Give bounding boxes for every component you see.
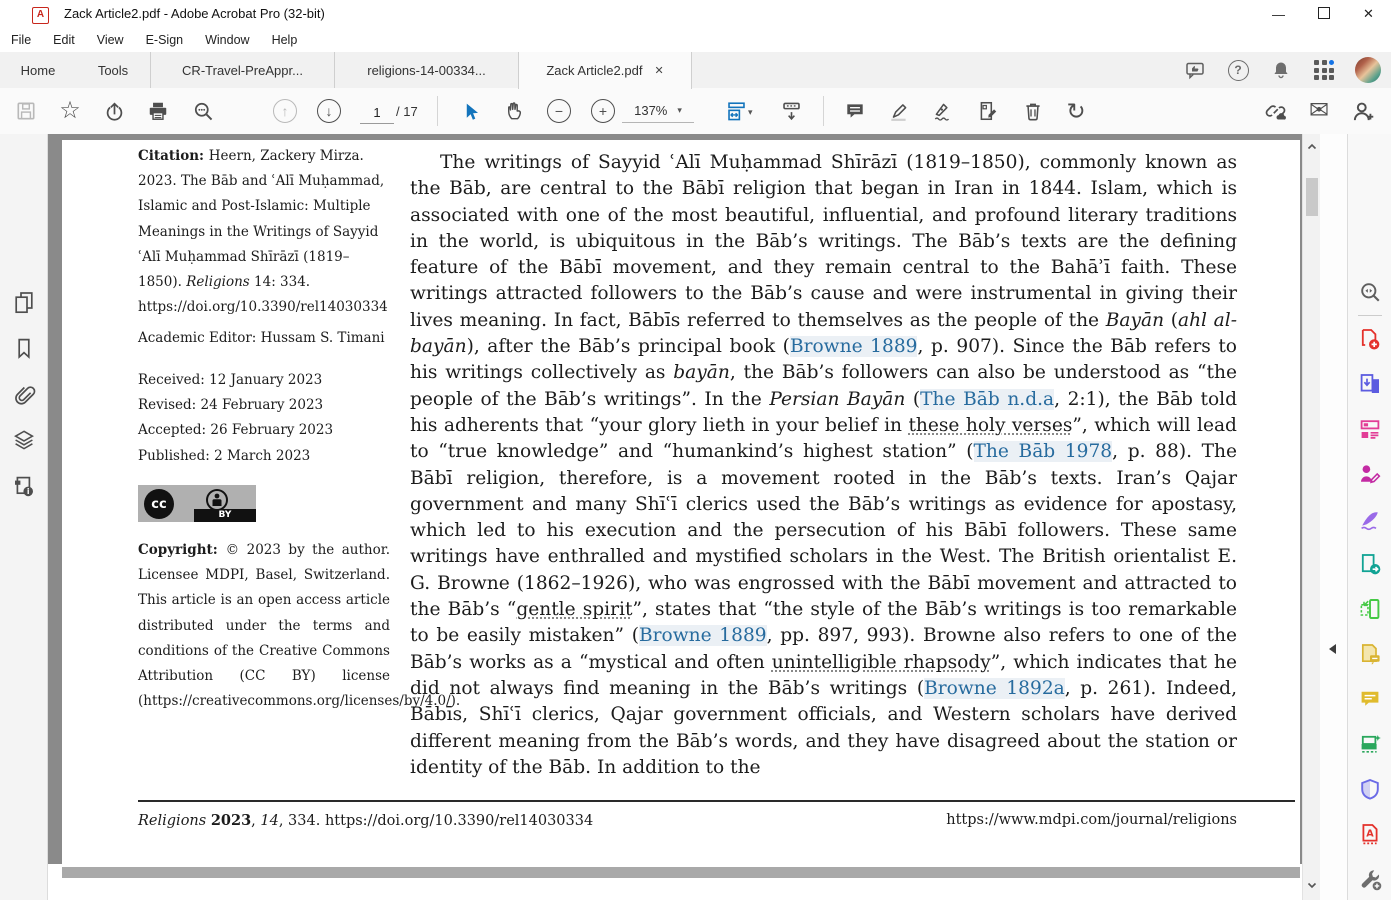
right-tools-rail bbox=[1347, 134, 1391, 900]
tab-document-active[interactable] bbox=[518, 52, 692, 89]
title-bar bbox=[0, 0, 1391, 28]
page-total-label: / 17 bbox=[396, 104, 418, 119]
text-segment: 14: 334. https://doi.org/10.3390/rel14030334 bbox=[138, 274, 388, 316]
chevron-down-icon: ▾ bbox=[677, 104, 682, 115]
scroll-up-arrow[interactable] bbox=[1307, 142, 1317, 152]
fit-width-caret-icon[interactable]: ▾ bbox=[748, 107, 753, 117]
published-date: Published: 2 March 2023 bbox=[138, 447, 311, 464]
tab-tools[interactable]: Tools bbox=[97, 62, 129, 78]
maximize-icon bbox=[1318, 7, 1330, 19]
favorites-star-icon: ☆ bbox=[59, 97, 81, 124]
text-segment: Citation: bbox=[138, 148, 209, 164]
text-segment: ”, which will lead to “true knowledge” and “humankind’s highest station” ( bbox=[410, 414, 1237, 463]
request-signatures-icon[interactable] bbox=[1358, 462, 1382, 486]
text-segment: ”, states that “the style of the Bāb’s writings is too remarkable to be easily mistaken” ( bbox=[410, 599, 1237, 647]
rotate-button[interactable] bbox=[1062, 97, 1090, 125]
menu-esign[interactable]: E-Sign bbox=[145, 33, 184, 47]
bookmarks-icon[interactable] bbox=[12, 336, 36, 360]
text-segment: , pp. 897, 993). Browne also refers to one of the Bāb’s works as a “mystical and often bbox=[410, 625, 1237, 673]
scan-ocr-icon[interactable] bbox=[1358, 732, 1382, 756]
fill-sign-button[interactable] bbox=[974, 97, 1002, 125]
app-grid-icon[interactable] bbox=[1312, 58, 1336, 82]
tab-document-2[interactable]: religions-14-00334... bbox=[334, 52, 518, 88]
left-panel-rail bbox=[0, 134, 48, 900]
accepted-date: Accepted: 26 February 2023 bbox=[138, 422, 334, 439]
main-toolbar bbox=[0, 88, 1391, 135]
svg-text:A: A bbox=[1366, 828, 1374, 840]
text-segment: Copyright: bbox=[138, 542, 226, 558]
horizontal-scrollbar[interactable] bbox=[48, 864, 1302, 900]
print-button[interactable] bbox=[144, 97, 172, 125]
revised-date: Revised: 24 February 2023 bbox=[138, 397, 324, 414]
previous-page-button[interactable] bbox=[271, 97, 299, 125]
text-segment: , 2:1), the Bāb told his adherents that “your glory lieth in your belief in bbox=[410, 388, 1237, 436]
edit-pdf-icon[interactable] bbox=[1358, 417, 1382, 441]
accessibility-tags-icon[interactable] bbox=[12, 474, 36, 498]
export-pdf-icon[interactable] bbox=[1358, 372, 1382, 396]
copyright-block bbox=[138, 538, 461, 714]
organize-pages-icon[interactable] bbox=[1358, 597, 1382, 621]
zoom-level-value: 137% bbox=[634, 102, 668, 118]
fit-width-button[interactable] bbox=[722, 97, 750, 125]
zoom-in-icon: + bbox=[598, 103, 608, 119]
svg-text:i: i bbox=[26, 486, 30, 496]
text-segment: , bbox=[251, 813, 261, 829]
active-tab-label: Zack Article2.pdf bbox=[546, 63, 643, 78]
protect-icon[interactable] bbox=[1358, 777, 1382, 801]
window-title: Zack Article2.pdf - Adobe Acrobat Pro (32-bit) bbox=[64, 6, 325, 21]
tab-document-1[interactable]: CR-Travel-PreAppr... bbox=[150, 52, 334, 88]
text-segment: ”, which indicates that he did not always find meaning in the Bāb’s writings ( bbox=[410, 651, 1238, 699]
zoom-in-button[interactable] bbox=[589, 97, 617, 125]
share-link-button[interactable] bbox=[1261, 97, 1289, 125]
sign-pen-button[interactable] bbox=[929, 97, 957, 125]
close-button[interactable]: ✕ bbox=[1363, 6, 1374, 21]
horizontal-scrollbar-thumb[interactable] bbox=[62, 867, 1300, 878]
workspace bbox=[0, 134, 1391, 900]
add-user-button[interactable] bbox=[1349, 97, 1377, 125]
comment-panel-icon[interactable] bbox=[1358, 687, 1382, 711]
page-thumbnails-icon[interactable] bbox=[12, 290, 36, 314]
acrobat-logo-icon: A bbox=[32, 7, 49, 24]
academic-editor-line: Academic Editor: Hussam S. Timani bbox=[138, 330, 385, 346]
zoom-level-dropdown[interactable] bbox=[622, 98, 694, 123]
maximize-button[interactable] bbox=[1301, 7, 1346, 22]
reference-link[interactable]: Browne 1889 bbox=[789, 336, 918, 358]
text-segment: , the Bāb’s followers can also be understood as “the people of the Bāb’s writings”. In the bbox=[410, 362, 1237, 410]
zoom-out-icon: − bbox=[554, 103, 564, 119]
menu-file[interactable]: File bbox=[11, 33, 32, 47]
text-segment: Bayān bbox=[1105, 309, 1165, 331]
text-segment: , p. 261). Indeed, Bābīs, Shīʿī clerics, Qajar government officials, and Western scholars have derived different meaning from the Bāb’s words, and they have disagreed about the station or identity of the Bāb. In addition to the bbox=[410, 677, 1237, 778]
collapse-right-panel-arrow[interactable] bbox=[1329, 644, 1336, 654]
attachments-icon[interactable] bbox=[12, 382, 36, 406]
reference-link[interactable]: Browne 1892a bbox=[924, 677, 1065, 699]
text-segment: these holy verses bbox=[908, 414, 1073, 436]
menu-window[interactable]: Window bbox=[205, 33, 250, 47]
footer-rule bbox=[138, 800, 1295, 802]
cc-by-license-badge[interactable] bbox=[138, 485, 256, 522]
more-tools-icon[interactable] bbox=[1358, 867, 1382, 891]
notifications-bell-icon[interactable] bbox=[1269, 58, 1293, 82]
text-segment: , p. 907). Since the Bāb refers to his writings collectively as bbox=[410, 336, 1237, 384]
reference-link[interactable]: The Bāb 1978 bbox=[973, 441, 1113, 463]
text-segment: The writings of Sayyid ʿAlī Muḥammad Shīrāzī (1819–1850), commonly known as the Bāb, are central to the Bābī religion that began in Iran in 1844. Islam, which is associated with one of the most beautiful, influential, and profound literary traditions in the world, is ubiquitous in the Bāb’s writings. The Bāb’s texts are the defining feature of the Bābī movement, and they remain central to the Bahāʾī faith. These writings attracted followers to the Bāb’s cause and were instrumental in giving their lives meaning. In fact, Bābīs referred to themselves as the people of the bbox=[410, 152, 1237, 331]
right-panel-gap bbox=[1320, 134, 1347, 900]
fill-and-sign-icon[interactable] bbox=[1358, 507, 1382, 531]
received-date: Received: 12 January 2023 bbox=[138, 372, 323, 388]
zoom-out-button[interactable] bbox=[545, 97, 573, 125]
minimize-button[interactable]: — bbox=[1272, 6, 1285, 22]
layers-icon[interactable] bbox=[12, 428, 36, 452]
page-number-input[interactable] bbox=[360, 101, 394, 124]
email-icon: ✉ bbox=[1308, 97, 1330, 124]
share-feedback-icon[interactable] bbox=[1183, 58, 1207, 82]
help-icon[interactable]: ? bbox=[1226, 58, 1250, 82]
document-viewport[interactable] bbox=[48, 134, 1302, 900]
text-segment: bayān bbox=[673, 362, 730, 384]
notification-dot bbox=[1329, 60, 1334, 65]
text-segment: Persian Bayān bbox=[769, 388, 906, 410]
text-segment: , p. 88). The Bābī religion, therefore, is a movement rooted in the Bāb’s texts. Iran’s Qajar government and many Shīʿī clerics used the Bāb’s writings as evidence for apostasy, which led to his execution and the persecution of his Bābī followers. These same writings have enthralled and mystified scholars in the West. The British orientalist E. G. Browne (1862–1926), who was engrossed with the Bābī movement and attracted to the Bāb’s “ bbox=[410, 441, 1237, 621]
send-pdf-icon[interactable] bbox=[1358, 552, 1382, 576]
text-segment: Religions bbox=[138, 813, 211, 829]
next-page-button[interactable] bbox=[315, 97, 343, 125]
article-body-text bbox=[410, 150, 1237, 781]
text-segment: ( bbox=[1164, 309, 1178, 331]
previous-page-icon: ↑ bbox=[281, 103, 289, 119]
reference-link[interactable]: Browne 1889 bbox=[638, 625, 767, 647]
next-page-icon: ↓ bbox=[325, 103, 333, 119]
share-upload-button[interactable] bbox=[100, 97, 128, 125]
footer-right-url: https://www.mdpi.com/journal/religions bbox=[946, 812, 1237, 828]
select-tool-button[interactable] bbox=[457, 97, 485, 125]
annotate-document-icon[interactable] bbox=[1358, 642, 1382, 666]
rotate-icon: ↻ bbox=[1066, 97, 1086, 124]
create-pdf-icon[interactable] bbox=[1358, 327, 1382, 351]
text-segment: , 334. https://doi.org/10.3390/rel14030334 bbox=[278, 813, 594, 829]
compress-pdf-icon[interactable] bbox=[1358, 822, 1382, 846]
comment-button[interactable] bbox=[841, 97, 869, 125]
hand-tool-button[interactable] bbox=[501, 97, 529, 125]
text-segment: ( bbox=[905, 388, 921, 410]
menu-help[interactable]: Help bbox=[271, 33, 298, 47]
article-dates bbox=[138, 368, 390, 469]
vertical-scrollbar-thumb[interactable] bbox=[1306, 178, 1318, 216]
menu-view[interactable]: View bbox=[96, 33, 124, 47]
tab-close-icon[interactable]: ✕ bbox=[654, 65, 664, 77]
text-segment: ), after the Bāb’s principal book ( bbox=[466, 336, 790, 358]
tab-bar bbox=[0, 52, 1391, 89]
menu-bar bbox=[0, 28, 1391, 52]
menu-edit[interactable]: Edit bbox=[53, 33, 75, 47]
text-segment: gentle spirit bbox=[516, 599, 633, 621]
text-segment: © 2023 by the author. Licensee MDPI, Basel, Switzerland. This article is an open access article distributed under the terms and conditions of the Creative Commons Attribution (CC BY) license (https://creativecommons.org/licenses/by/4.0/). bbox=[138, 542, 461, 710]
text-segment: unintelligible rhapsody bbox=[771, 651, 991, 673]
text-segment: 2023 bbox=[210, 812, 252, 829]
reference-link[interactable]: The Bāb n.d.a bbox=[920, 388, 1055, 410]
favorites-star-button[interactable] bbox=[56, 97, 84, 125]
cc-icon: cc bbox=[144, 489, 174, 519]
pdf-page bbox=[62, 140, 1300, 864]
text-segment: 14 bbox=[260, 813, 279, 829]
page-display-button[interactable] bbox=[777, 97, 805, 125]
find-text-icon[interactable] bbox=[1358, 280, 1382, 304]
tab-home[interactable]: Home bbox=[20, 62, 56, 78]
delete-pages-button[interactable] bbox=[1019, 97, 1047, 125]
search-button[interactable] bbox=[189, 97, 217, 125]
text-segment: Heern, Zackery Mirza. 2023. The Bāb and ʿAlī Muḥammad, Islamic and Post-Islamic: Multiple Meanings in the Writings of Sayyid ʿAlī Muḥammad Shīrāzī (1819–1850). bbox=[138, 148, 385, 291]
text-segment: Religions bbox=[186, 274, 250, 291]
user-avatar[interactable] bbox=[1355, 57, 1381, 83]
email-button[interactable] bbox=[1305, 97, 1333, 125]
scroll-down-arrow[interactable] bbox=[1307, 880, 1317, 890]
save-button[interactable] bbox=[12, 97, 40, 125]
cc-by-label: BY bbox=[194, 509, 256, 522]
highlight-button[interactable] bbox=[885, 97, 913, 125]
text-segment: ahl al-bayān bbox=[410, 309, 1238, 358]
vertical-scrollbar[interactable] bbox=[1302, 134, 1320, 900]
citation-block bbox=[138, 144, 390, 320]
